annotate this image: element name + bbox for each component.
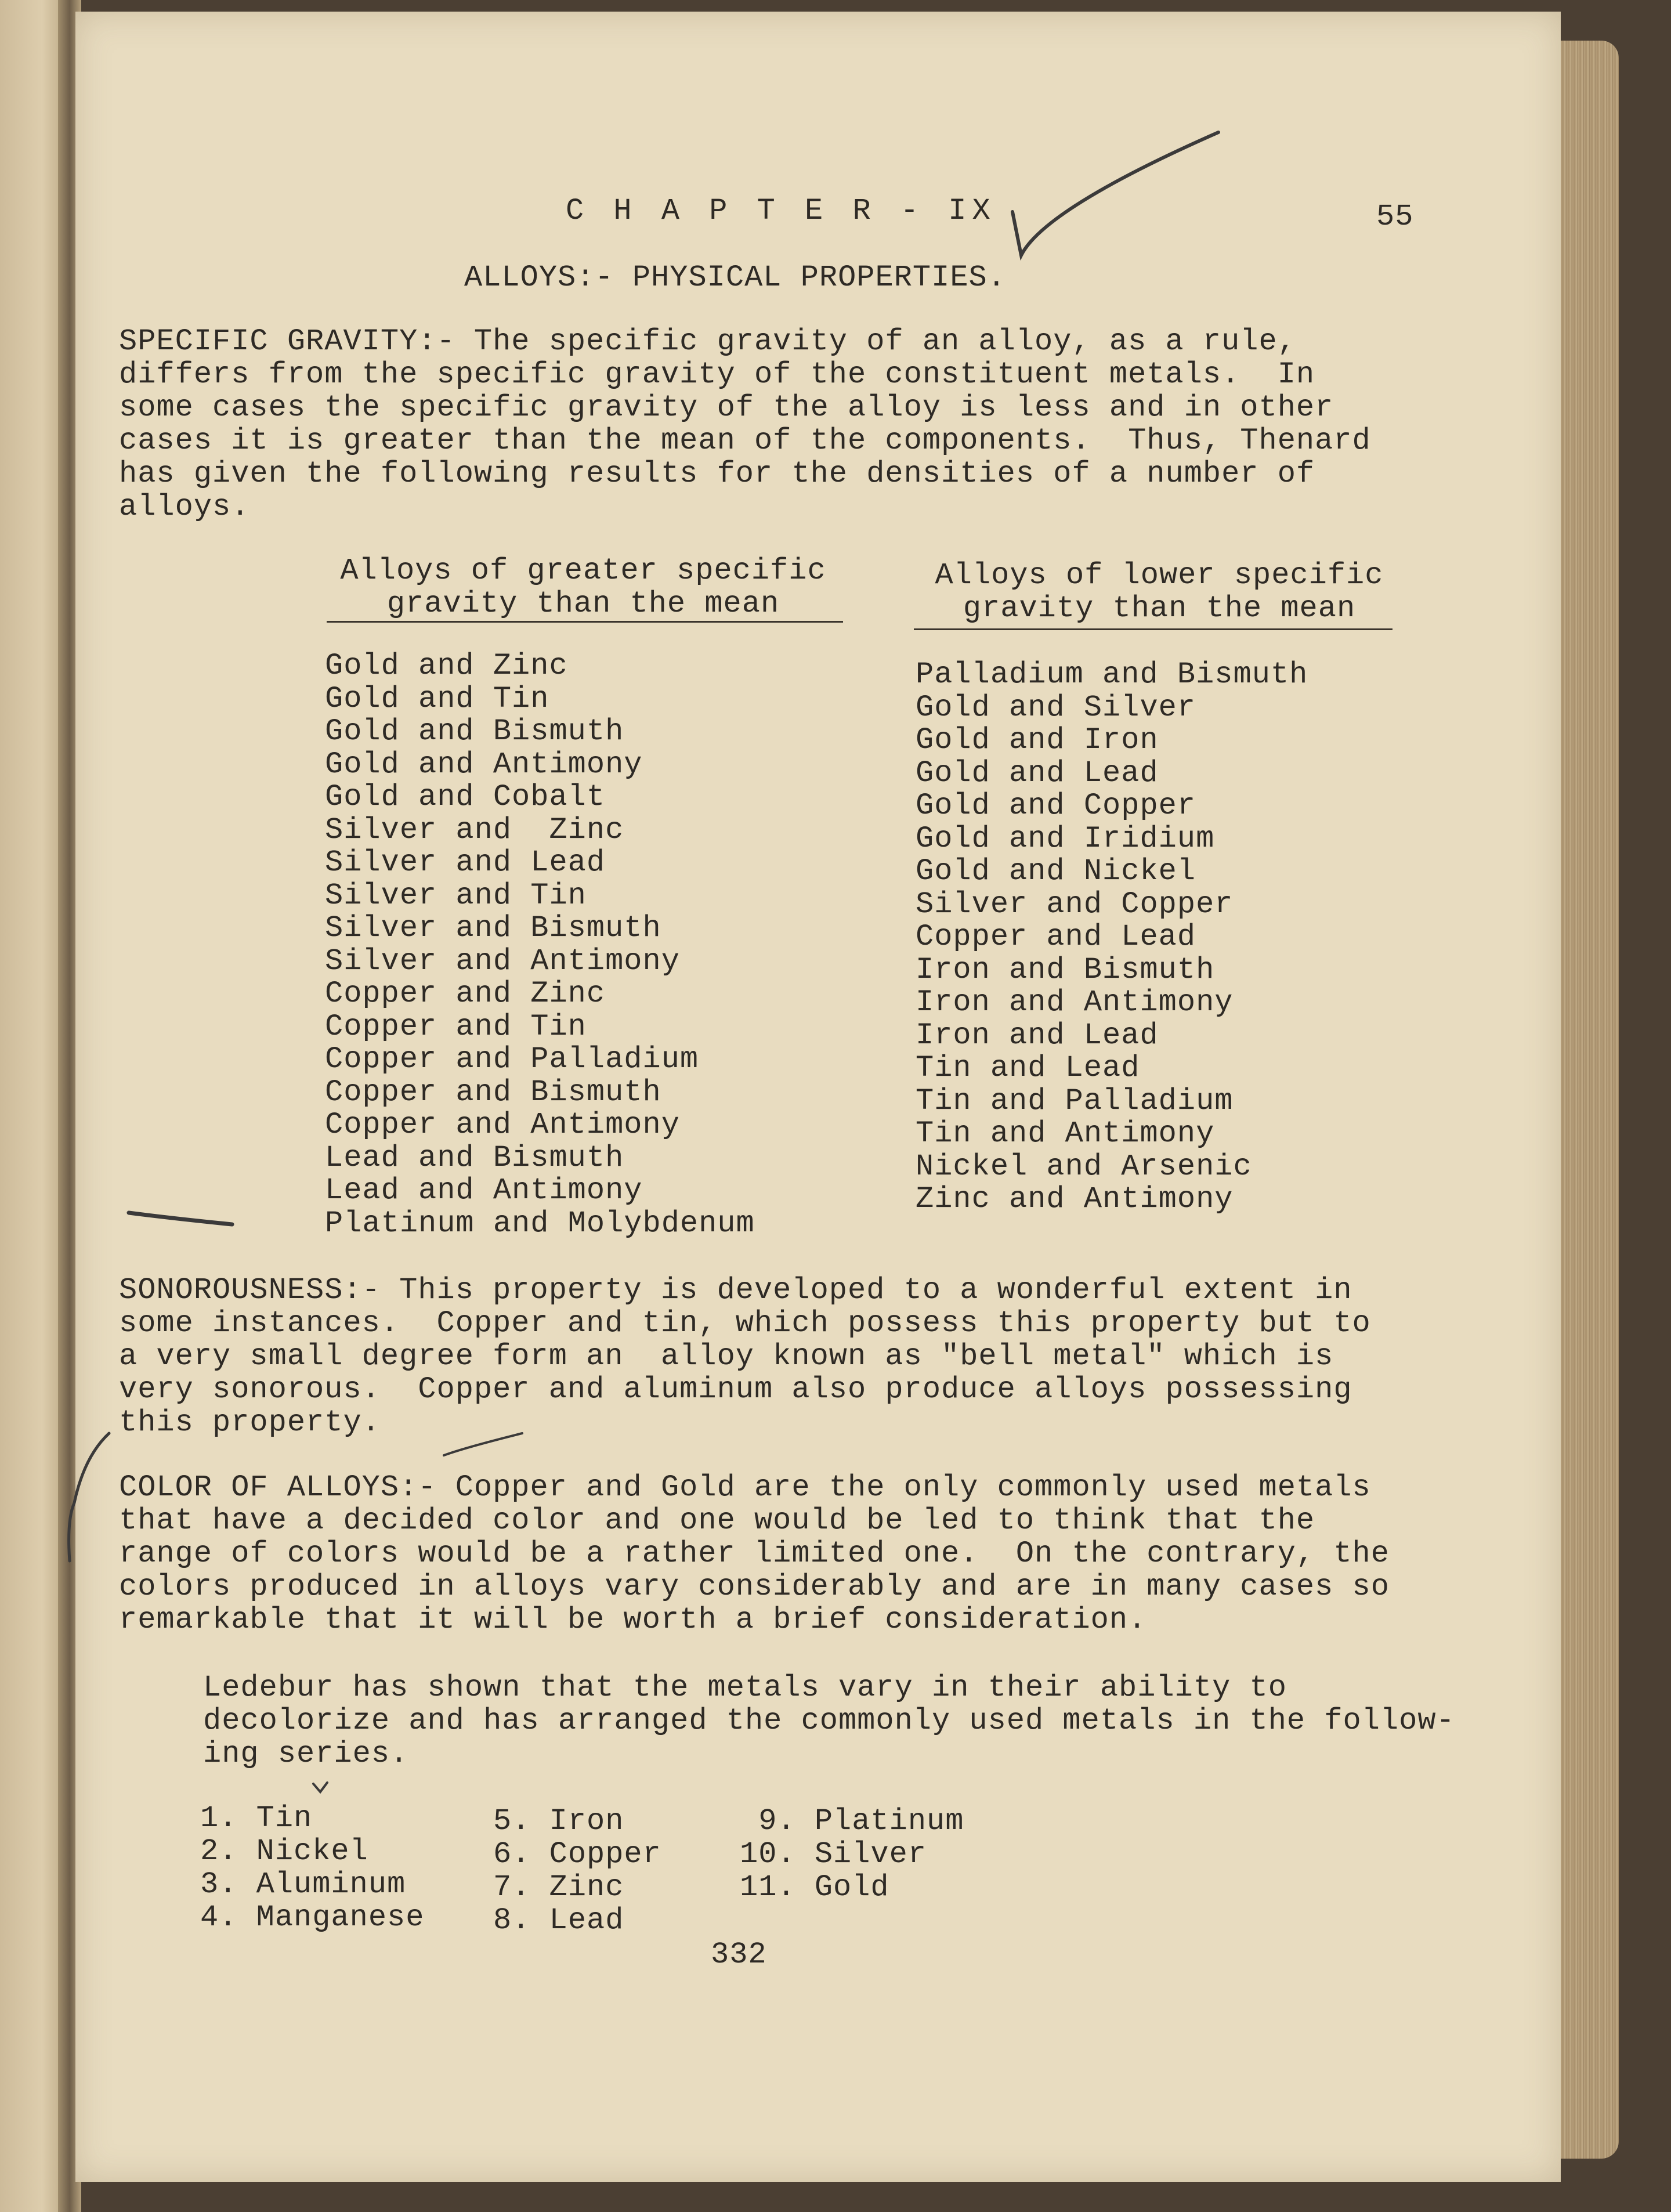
list-item: Lead and Bismuth [325,1140,624,1175]
list-item: Copper and Tin [325,1009,587,1044]
list-item: Iron and Bismuth [916,952,1215,987]
list-item: Gold and Lead [916,756,1159,790]
list-item: Tin and Antimony [916,1116,1215,1151]
lower-gravity-header: Alloys of lower specific gravity than the mean [935,558,1384,626]
list-item: Gold and Nickel [916,854,1196,888]
checkmark-icon [1012,132,1218,255]
small-tick-icon [313,1783,327,1792]
list-item: Gold and Iron [916,723,1159,757]
list-item: 11. Gold [740,1870,889,1904]
list-item: Gold and Tin [325,681,549,716]
list-item: Gold and Copper [916,789,1196,823]
list-item: Silver and Zinc [325,812,624,847]
margin-bracket-icon [69,1433,109,1561]
list-item: Copper and Antimony [325,1108,680,1142]
list-item: Copper and Palladium [325,1042,699,1076]
list-item: 7. Zinc [493,1870,624,1904]
list-item: Gold and Bismuth [325,714,624,749]
margin-dash-icon [129,1213,232,1224]
list-item: Lead and Antimony [325,1173,643,1208]
list-item: Copper and Lead [916,920,1196,954]
list-item: Silver and Tin [325,878,587,913]
list-item: Tin and Lead [916,1051,1140,1085]
list-item: Gold and Silver [916,690,1196,725]
list-item: Iron and Antimony [916,985,1234,1020]
footer-page-number: 332 [711,1938,767,1972]
list-item: Copper and Zinc [325,977,606,1011]
list-item: 4. Manganese [200,1900,425,1935]
list-item: Gold and Antimony [325,747,643,782]
color-of-alloys-paragraph: COLOR OF ALLOYS:- Copper and Gold are the only commonly used metals that have a decided color and one would be led to think that the range of colors would be a rather limited one. On the contrary, the colors produced in alloys vary considerably and are in many cases so remarkable that it will be worth a brief consideration. [119,1470,1390,1637]
list-item: 5. Iron [493,1804,624,1838]
list-item: Gold and Cobalt [325,780,606,814]
list-item: Iron and Lead [916,1018,1159,1053]
list-item: 3. Aluminum [200,1867,406,1902]
list-item: 1. Tin [200,1801,313,1835]
list-item: 10. Silver [740,1837,927,1871]
list-item: Copper and Bismuth [325,1075,661,1109]
list-item: 6. Copper [493,1837,661,1871]
list-item: Gold and Zinc [325,649,568,683]
list-item: 8. Lead [493,1903,624,1938]
list-item: 9. Platinum [740,1804,964,1838]
list-item: 2. Nickel [200,1834,368,1868]
list-item: Platinum and Molybdenum [325,1206,755,1241]
specific-gravity-paragraph: SPECIFIC GRAVITY:- The specific gravity of an alloy, as a rule, differs from the specific gravity of the constituent metals. In some cases the specific gravity of the alloy is less and in other cases it is greater than the mean of the components. Thus, Thenard has given the following results for the densities of a number of alloys. [119,324,1371,524]
page-number: 55 [1376,200,1414,234]
ledebur-paragraph: Ledebur has shown that the metals vary in their ability to decolorize and has arranged the commonly used metals in the follow- ing series. [203,1671,1455,1771]
list-item: Palladium and Bismuth [916,657,1308,692]
list-item: Silver and Lead [325,845,606,880]
chapter-heading: C H A P T E R - IX [566,194,996,228]
greater-gravity-header: Alloys of greater specific gravity than the mean [340,554,826,621]
list-item: Silver and Antimony [325,944,680,978]
list-item: Nickel and Arsenic [916,1149,1252,1184]
list-item: Zinc and Antimony [916,1182,1234,1216]
list-item: Tin and Palladium [916,1083,1234,1118]
list-item: Silver and Copper [916,887,1234,921]
list-item: Silver and Bismuth [325,911,661,945]
small-check-icon [444,1433,522,1455]
sonorousness-paragraph: SONOROUSNESS:- This property is developed to a wonderful extent in some instances. Copper and tin, which possess this property but to a very small degree form an alloy known as "bell metal" which is very sonorous. Copper and aluminum also produce alloys possessing this property. [119,1273,1371,1440]
section-title: ALLOYS:- PHYSICAL PROPERTIES. [464,261,1006,295]
list-item: Gold and Iridium [916,821,1215,856]
